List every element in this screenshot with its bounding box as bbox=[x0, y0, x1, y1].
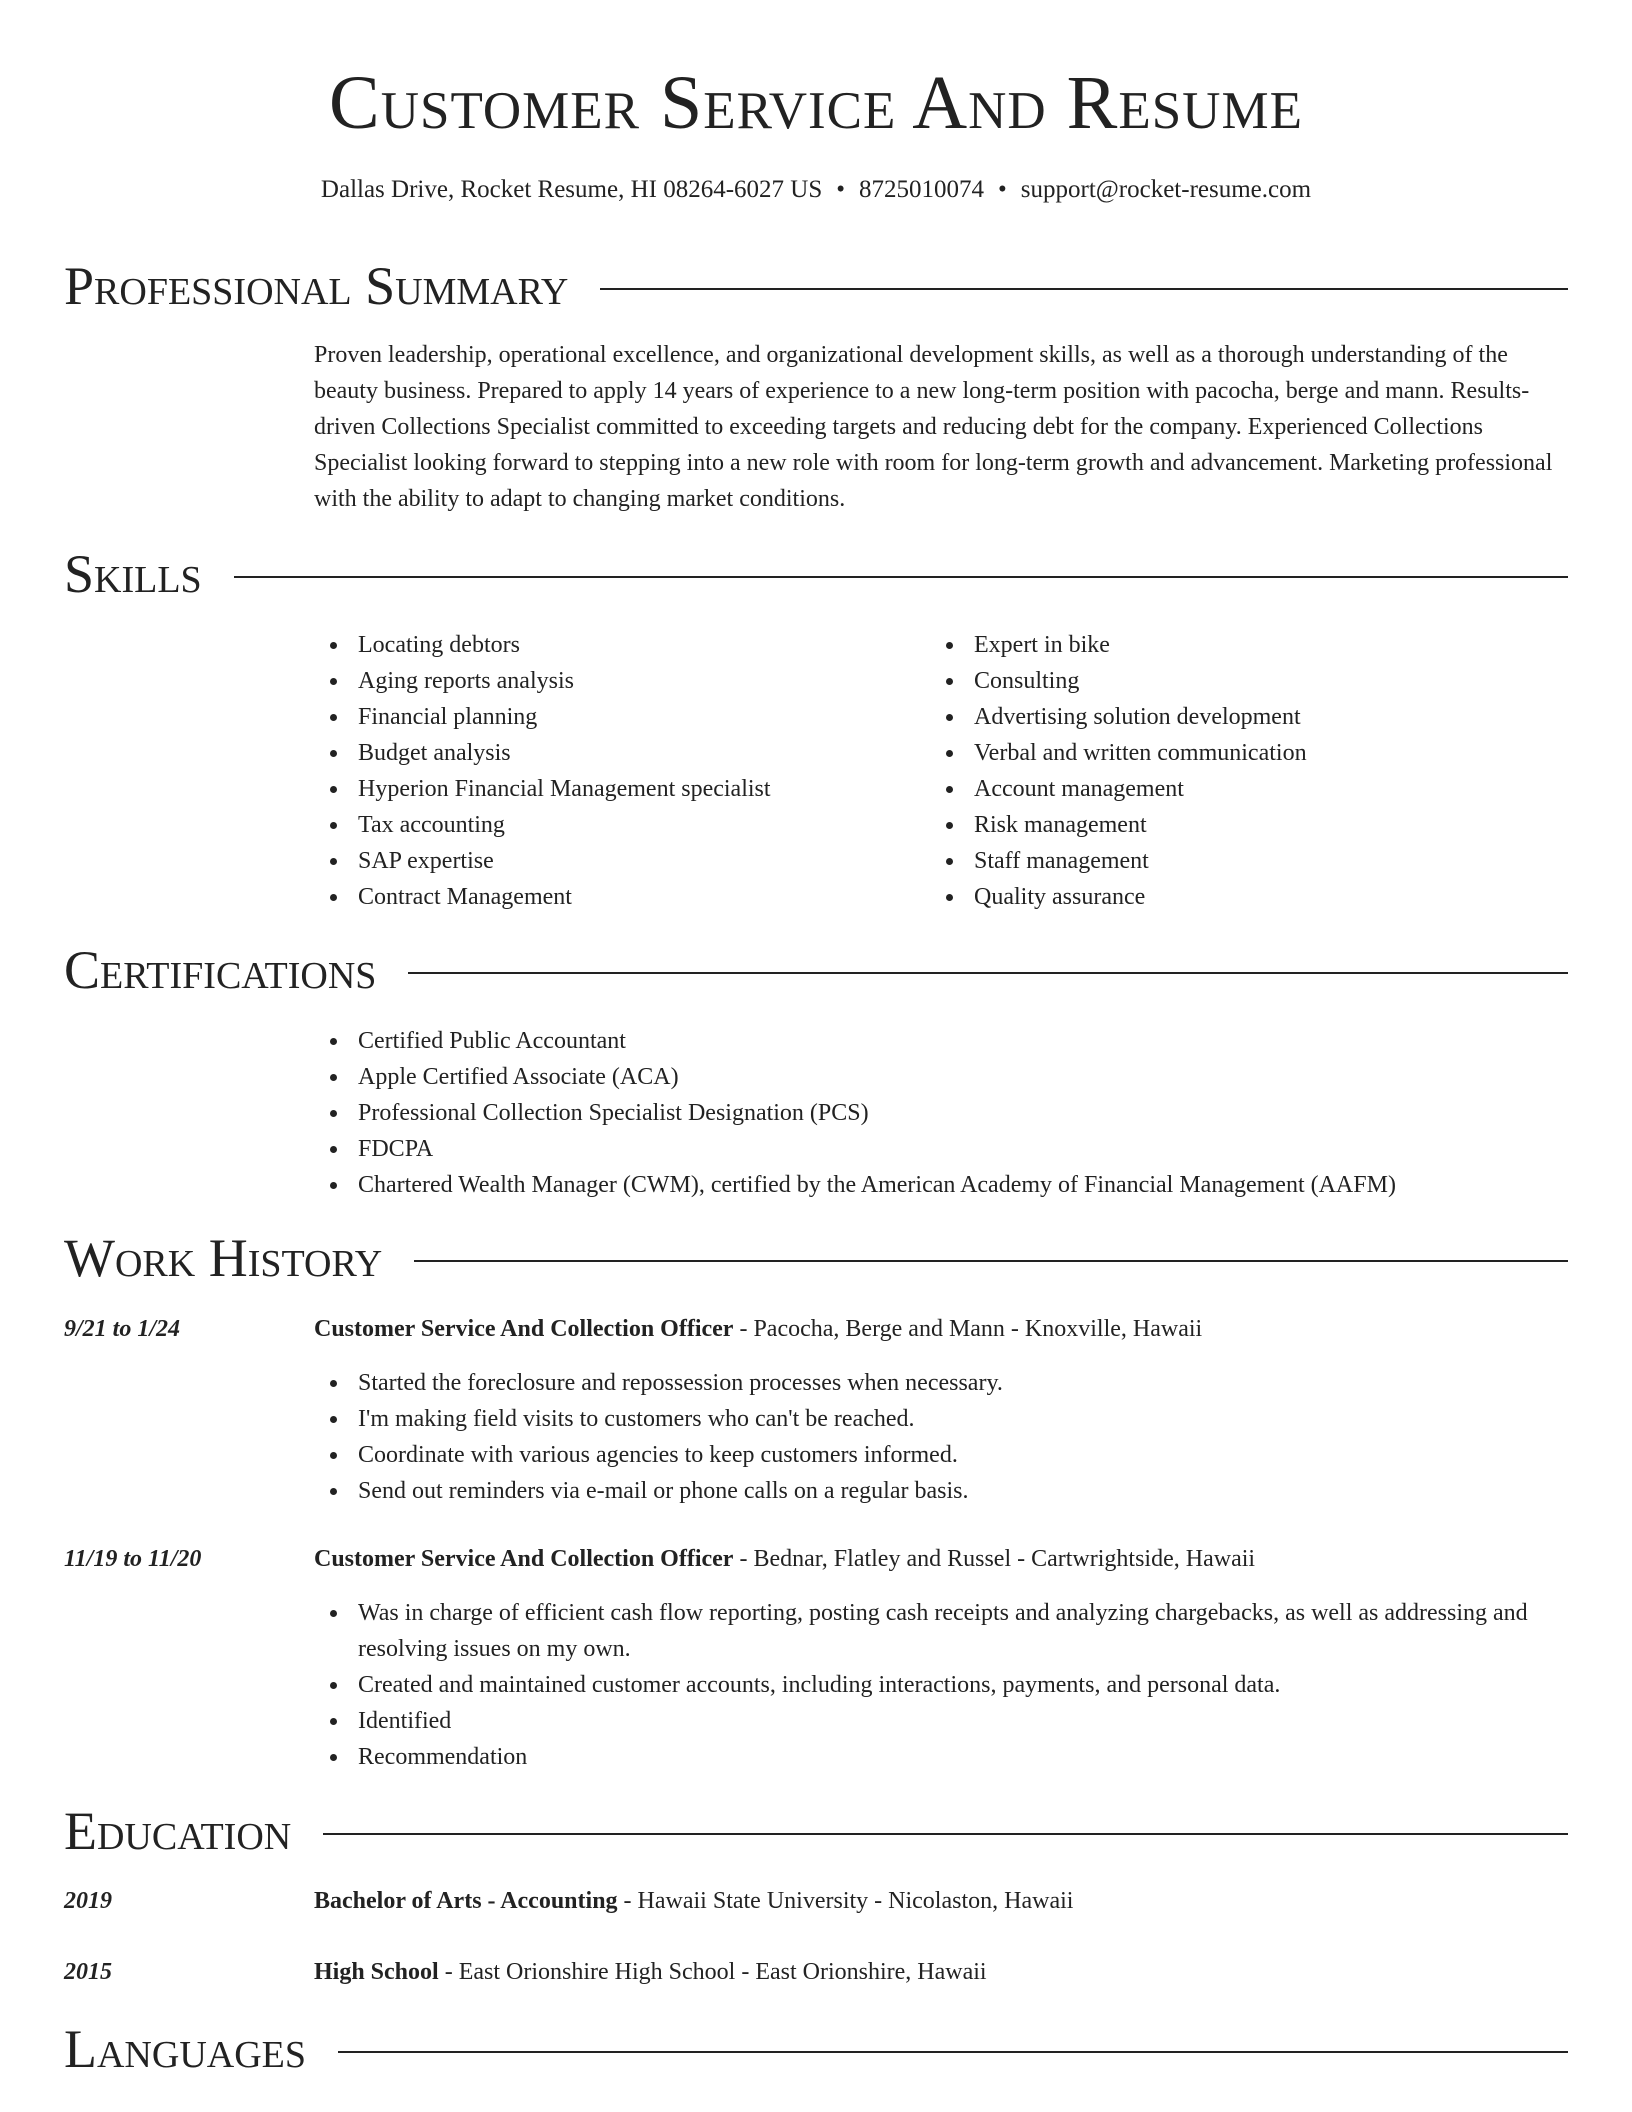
job-dates: 9/21 to 1/24 bbox=[64, 1316, 181, 1342]
education-degree: Bachelor of Arts - Accounting bbox=[314, 1888, 618, 1914]
section-divider bbox=[414, 1260, 1568, 1262]
skill-item: Advertising solution development bbox=[930, 699, 1546, 735]
job-duty-item: Identified bbox=[314, 1703, 1568, 1739]
section-header-certifications bbox=[64, 937, 1568, 1003]
section-divider bbox=[234, 576, 1568, 578]
education-year: 2019 bbox=[64, 1888, 112, 1914]
job-duty-item: Created and maintained customer accounts, including interactions, payments, and personal data. bbox=[314, 1667, 1568, 1703]
job-dates: 11/19 to 11/20 bbox=[64, 1546, 202, 1572]
summary-text: Proven leadership, operational excellence, and organizational development skills, as well as a thorough understanding of the beauty business. Prepared to apply 14 years of experience to a new long-term position with pacocha, berge and mann. Results-driven Collections Specialist committed to exceeding targets and reducing debt for the company. Experienced Collections Specialist looking forward to stepping into a new role with room for long-term growth and advancement. Marketing professional with the ability to adapt to changing market conditions. bbox=[314, 342, 1553, 512]
contact-separator: • bbox=[836, 176, 845, 203]
certification-item: FDCPA bbox=[314, 1131, 1568, 1167]
certification-item: Chartered Wealth Manager (CWM), certified by the American Academy of Financial Management (AAFM) bbox=[314, 1167, 1568, 1203]
job-duty-item: Was in charge of efficient cash flow reporting, posting cash receipts and analyzing chargebacks, as well as addressing and resolving issues on my own. bbox=[314, 1595, 1568, 1667]
job-duty-item: Coordinate with various agencies to keep customers informed. bbox=[314, 1437, 1568, 1473]
skill-item: Expert in bike bbox=[930, 627, 1546, 663]
skill-item: Aging reports analysis bbox=[314, 663, 930, 699]
education-degree: High School bbox=[314, 1959, 439, 1985]
certification-item: Professional Collection Specialist Designation (PCS) bbox=[314, 1095, 1568, 1131]
candidate-name: Customer Service And Resume bbox=[329, 61, 1303, 145]
skill-item: Locating debtors bbox=[314, 627, 930, 663]
education-line bbox=[314, 1954, 987, 1990]
skill-item: Contract Management bbox=[314, 879, 930, 915]
section-divider bbox=[600, 288, 1568, 290]
certification-item: Certified Public Accountant bbox=[314, 1023, 1568, 1059]
job-title-line bbox=[314, 1541, 1255, 1577]
contact-line bbox=[0, 174, 1632, 206]
certifications-list bbox=[314, 1023, 1568, 1203]
section-divider bbox=[408, 972, 1568, 974]
skills-column-left bbox=[314, 627, 930, 915]
skill-item: Financial planning bbox=[314, 699, 930, 735]
skill-item: Staff management bbox=[930, 843, 1546, 879]
job-title-line bbox=[314, 1311, 1202, 1347]
job-duties-list bbox=[314, 1365, 1568, 1509]
section-title-education: Education bbox=[64, 1801, 292, 1861]
section-header-summary bbox=[64, 253, 1568, 319]
certification-item: Apple Certified Associate (ACA) bbox=[314, 1059, 1568, 1095]
skills-column-right bbox=[930, 627, 1546, 915]
skill-item: Verbal and written communication bbox=[930, 735, 1546, 771]
skill-item: Consulting bbox=[930, 663, 1546, 699]
section-header-work-history bbox=[64, 1225, 1568, 1291]
job-duty-item: I'm making field visits to customers who can't be reached. bbox=[314, 1401, 1568, 1437]
section-divider bbox=[338, 2051, 1568, 2053]
skill-item: Risk management bbox=[930, 807, 1546, 843]
education-year: 2015 bbox=[64, 1959, 112, 1985]
skill-item: SAP expertise bbox=[314, 843, 930, 879]
job-duty-item: Started the foreclosure and repossession processes when necessary. bbox=[314, 1365, 1568, 1401]
section-title-certifications: Certifications bbox=[64, 940, 377, 1000]
section-divider bbox=[323, 1833, 1568, 1835]
job-employer-location: - Pacocha, Berge and Mann - Knoxville, Hawaii bbox=[733, 1316, 1203, 1342]
job-role: Customer Service And Collection Officer bbox=[314, 1316, 734, 1342]
skill-item: Account management bbox=[930, 771, 1546, 807]
skill-item: Hyperion Financial Management specialist bbox=[314, 771, 930, 807]
job-employer-location: - Bednar, Flatley and Russel - Cartwrightside, Hawaii bbox=[733, 1546, 1256, 1572]
skill-item: Budget analysis bbox=[314, 735, 930, 771]
section-header-education bbox=[64, 1798, 1568, 1864]
education-line bbox=[314, 1883, 1073, 1919]
job-role: Customer Service And Collection Officer bbox=[314, 1546, 734, 1572]
skill-item: Quality assurance bbox=[930, 879, 1546, 915]
job-duty-item: Send out reminders via e-mail or phone calls on a regular basis. bbox=[314, 1473, 1568, 1509]
contact-address: Dallas Drive, Rocket Resume, HI 08264-6027 US bbox=[320, 176, 823, 203]
section-header-languages bbox=[64, 2016, 1568, 2082]
skills-list bbox=[314, 627, 1568, 915]
contact-phone: 8725010074 bbox=[859, 176, 984, 203]
education-school-location: - Hawaii State University - Nicolaston, Hawaii bbox=[617, 1888, 1074, 1914]
job-duty-item: Recommendation bbox=[314, 1739, 1568, 1775]
section-title-skills: Skills bbox=[64, 544, 202, 604]
section-title-summary: Professional Summary bbox=[64, 256, 569, 316]
section-title-languages: Languages bbox=[64, 2019, 306, 2079]
contact-email: support@rocket-resume.com bbox=[1020, 176, 1312, 203]
section-header-skills bbox=[64, 541, 1568, 607]
skill-item: Tax accounting bbox=[314, 807, 930, 843]
section-title-work-history: Work History bbox=[64, 1228, 383, 1288]
education-school-location: - East Orionshire High School - East Orionshire, Hawaii bbox=[438, 1959, 987, 1985]
job-duties-list bbox=[314, 1595, 1568, 1775]
contact-separator: • bbox=[998, 176, 1007, 203]
